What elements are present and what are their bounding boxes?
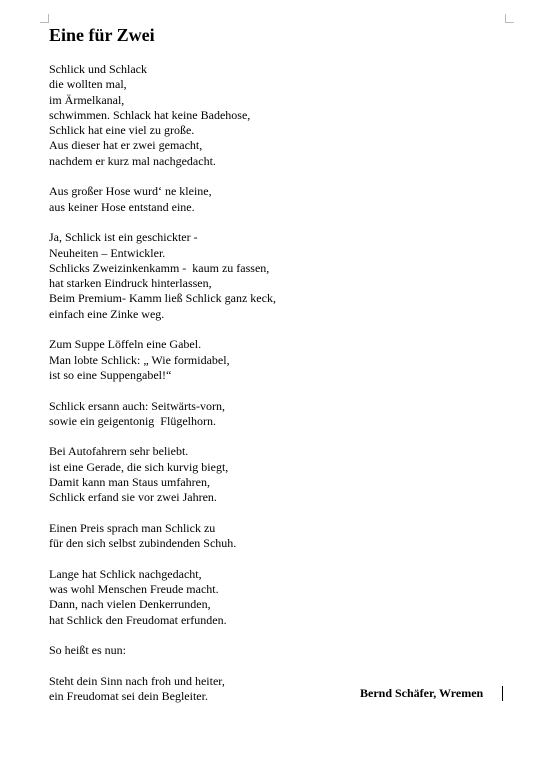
poem-line: die wollten mal, (49, 77, 127, 92)
poem-line: Schlicks Zweizinkenkamm - kaum zu fassen, (49, 260, 270, 275)
poem-line: Damit kann man Staus umfahren, (49, 475, 210, 490)
poem-line: Bei Autofahrern sehr beliebt. (49, 444, 189, 459)
text-cursor (502, 686, 503, 701)
poem-line: Ja, Schlick ist ein geschickter - (49, 230, 198, 245)
poem-line: Steht dein Sinn nach froh und heiter, (49, 673, 225, 688)
poem-line: ist eine Gerade, die sich kurvig biegt, (49, 459, 229, 474)
poem-line: Schlick erfand sie vor zwei Jahren. (49, 490, 217, 505)
poem-line: Zum Suppe Löffeln eine Gabel. (49, 337, 202, 352)
poem-line: Beim Premium- Kamm ließ Schlick ganz keck, (49, 291, 276, 306)
poem-line: ein Freudomat sei dein Begleiter. (49, 689, 208, 704)
poem-stanza (49, 567, 509, 628)
poem-stanza (49, 337, 509, 383)
poem-line: was wohl Menschen Freude macht. (49, 582, 219, 597)
poem-line: Aus großer Hose wurd‘ ne kleine, (49, 184, 212, 199)
poem-line: hat starken Eindruck hinterlassen, (49, 276, 212, 291)
poem-line: für den sich selbst zubindenden Schuh. (49, 536, 237, 551)
poem-line: schwimmen. Schlack hat keine Badehose, (49, 107, 251, 122)
poem-line: aus keiner Hose entstand eine. (49, 199, 195, 214)
poem-line: einfach eine Zinke weg. (49, 306, 165, 321)
poem-line: Lange hat Schlick nachgedacht, (49, 566, 202, 581)
poem-body (49, 62, 509, 720)
poem-stanza (49, 184, 509, 215)
poem-stanza (49, 230, 509, 322)
poem-stanza (49, 521, 509, 552)
poem-line: sowie ein geigentonig Flügelhorn. (49, 413, 216, 428)
margin-corner-mark-top-left (40, 14, 49, 23)
margin-corner-mark-top-right (505, 14, 514, 23)
poem-line: hat Schlick den Freudomat erfunden. (49, 612, 227, 627)
poem-stanza (49, 444, 509, 505)
poem-line: im Ärmelkanal, (49, 92, 125, 107)
poem-line: Neuheiten – Entwickler. (49, 245, 166, 260)
poem-stanza (49, 643, 509, 658)
poem-line: Einen Preis sprach man Schlick zu (49, 520, 216, 535)
poem-line: Aus dieser hat er zwei gemacht, (49, 138, 203, 153)
poem-line: Schlick und Schlack (49, 62, 147, 76)
author-signature: Bernd Schäfer, Wremen (360, 686, 484, 700)
poem-line: Schlick hat eine viel zu große. (49, 123, 195, 138)
poem-line: ist so eine Suppengabel!“ (49, 367, 172, 382)
poem-title: Eine für Zwei (49, 25, 155, 45)
poem-line: nachdem er kurz mal nachgedacht. (49, 153, 216, 168)
poem-line: Dann, nach vielen Denkerrunden, (49, 597, 211, 612)
poem-line: So heißt es nun: (49, 643, 126, 658)
poem-stanza (49, 399, 509, 430)
poem-line: Man lobte Schlick: „ Wie formidabel, (49, 352, 230, 367)
poem-stanza (49, 62, 509, 169)
poem-line: Schlick ersann auch: Seitwärts-vorn, (49, 398, 225, 413)
